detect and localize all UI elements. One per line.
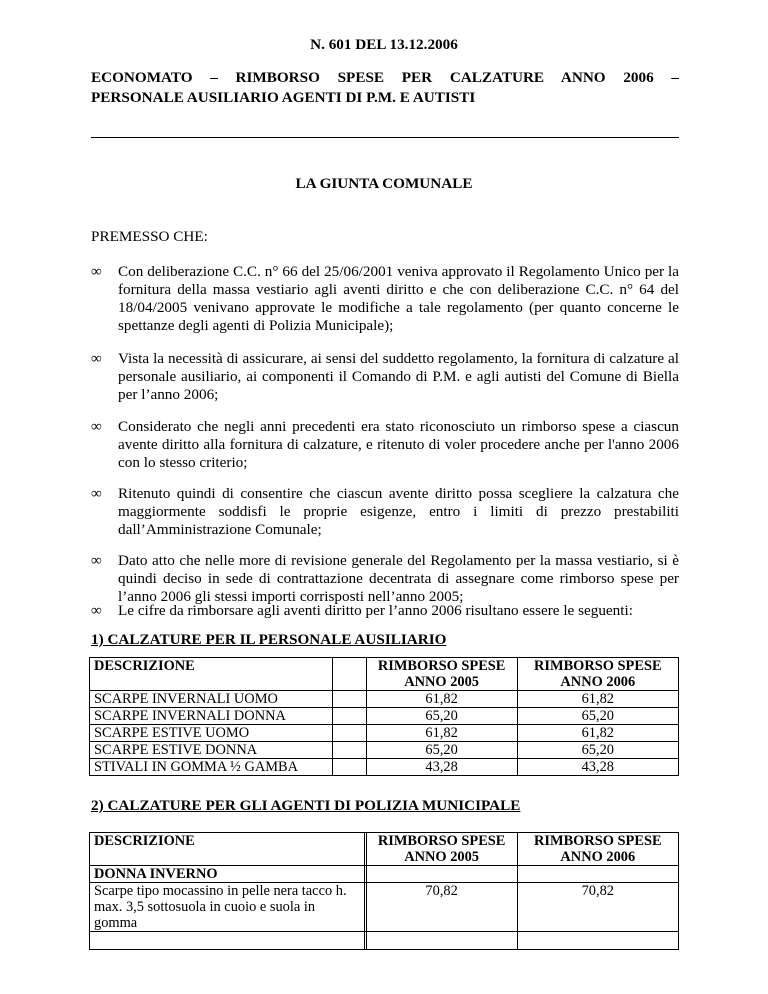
bullet-icon: ∞	[91, 418, 102, 435]
bullet-text: Considerato che negli anni precedenti era stato riconosciuto un rimborso spese a ciascun avente diritto alla fornitura di calzature, e ritenuto di voler procedere anche per l'anno 2006 con lo stesso criterio;	[118, 418, 679, 471]
empty-cell	[517, 866, 678, 883]
empty-cell	[517, 932, 678, 950]
row-2005: 65,20	[366, 742, 517, 759]
section-1-title: 1) CALZATURE PER IL PERSONALE AUSILIARIO	[91, 631, 447, 648]
premesso-heading: PREMESSO CHE:	[91, 228, 208, 245]
table-row	[90, 932, 679, 950]
row-desc: SCARPE ESTIVE DONNA	[90, 742, 333, 759]
bullet-item	[91, 485, 679, 539]
empty-cell	[366, 866, 517, 883]
giunta-heading: LA GIUNTA COMUNALE	[295, 175, 473, 192]
bullet-item	[91, 350, 679, 404]
subject-line-2: PERSONALE AUSILIARIO AGENTI DI P.M. E AUTISTI	[91, 89, 476, 106]
table-header-row	[90, 833, 679, 850]
col-header-2005: RIMBORSO SPESE	[366, 833, 517, 850]
document-number: N. 601 DEL 13.12.2006	[310, 36, 458, 53]
row-desc: Scarpe tipo mocassino in pelle nera tacco h. max. 3,5 sottosuola in cuoio e suola in gomma	[90, 883, 365, 932]
bullet-text: Le cifre da rimborsare agli aventi diritto per l’anno 2006 risultano essere le seguenti:	[118, 602, 633, 619]
col-header-2005-year: ANNO 2005	[366, 674, 517, 691]
table-personale-ausiliario	[89, 657, 679, 776]
col-header-descrizione: DESCRIZIONE	[90, 658, 333, 691]
row-2005: 61,82	[366, 725, 517, 742]
subject-heading	[91, 68, 679, 108]
row-desc: SCARPE INVERNALI DONNA	[90, 708, 333, 725]
section-2-title: 2) CALZATURE PER GLI AGENTI DI POLIZIA MUNICIPALE	[91, 797, 521, 814]
empty-cell	[90, 932, 365, 950]
bullet-icon: ∞	[91, 263, 102, 280]
row-desc: SCARPE INVERNALI UOMO	[90, 691, 333, 708]
table-row	[90, 691, 679, 708]
row-2005: 61,82	[366, 691, 517, 708]
table-row	[90, 708, 679, 725]
table-header-row	[90, 658, 679, 675]
bullet-text: Vista la necessità di assicurare, ai sensi del suddetto regolamento, la fornitura di calzature al personale ausiliario, ai componenti il Comando di P.M. e agli autisti del Comune di Biella per l’anno 2006;	[118, 350, 679, 403]
row-2006: 65,20	[517, 708, 678, 725]
col-header-2006: RIMBORSO SPESE	[517, 833, 678, 850]
col-header-2006: RIMBORSO SPESE	[517, 658, 678, 675]
row-2006: 65,20	[517, 742, 678, 759]
table-row	[90, 883, 679, 932]
row-2005: 43,28	[366, 759, 517, 776]
table-row	[90, 759, 679, 776]
spacer-cell	[333, 708, 367, 725]
subject-line-1: ECONOMATO – RIMBORSO SPESE PER CALZATURE ANNO 2006 –	[91, 69, 679, 86]
bullet-item	[91, 552, 679, 606]
table-row	[90, 725, 679, 742]
row-2005: 65,20	[366, 708, 517, 725]
spacer-cell	[333, 759, 367, 776]
spacer-cell	[333, 658, 367, 691]
bullet-icon: ∞	[91, 602, 102, 619]
bullet-icon: ∞	[91, 552, 102, 569]
bullet-item	[91, 602, 679, 620]
table-group-row	[90, 866, 679, 883]
row-2005: 70,82	[366, 883, 517, 932]
bullet-text: Dato atto che nelle more di revisione generale del Regolamento per la massa vestiario, si è quindi deciso in sede di contrattazione decentrata di assegnare come rimborso spese per l’anno 2006 gli stessi importi corrisposti nell’anno 2005;	[118, 552, 679, 605]
bullet-item	[91, 418, 679, 472]
bullet-icon: ∞	[91, 485, 102, 502]
empty-cell	[366, 932, 517, 950]
bullet-item	[91, 263, 679, 335]
row-2006: 61,82	[517, 691, 678, 708]
bullet-text: Con deliberazione C.C. n° 66 del 25/06/2001 veniva approvato il Regolamento Unico per la fornitura della massa vestiario agli aventi diritto e che con deliberazione C.C. n° 64 del 18/04/2005 venivano approvate le modifiche a tale regolamento (per quanto concerne le spettanze degli agenti di Polizia Municipale);	[118, 263, 679, 334]
header-divider	[91, 137, 679, 138]
group-label: DONNA INVERNO	[90, 866, 365, 883]
row-2006: 61,82	[517, 725, 678, 742]
col-header-descrizione: DESCRIZIONE	[90, 833, 365, 866]
col-header-2005-year: ANNO 2005	[366, 849, 517, 866]
row-2006: 70,82	[517, 883, 678, 932]
row-desc: SCARPE ESTIVE UOMO	[90, 725, 333, 742]
row-2006: 43,28	[517, 759, 678, 776]
table-row	[90, 742, 679, 759]
spacer-cell	[333, 742, 367, 759]
table-agenti-polizia	[89, 832, 679, 950]
col-header-2006-year: ANNO 2006	[517, 849, 678, 866]
spacer-cell	[333, 725, 367, 742]
bullet-icon: ∞	[91, 350, 102, 367]
bullet-text: Ritenuto quindi di consentire che ciascun avente diritto possa scegliere la calzatura che maggiormente soddisfi le proprie esigenze, entro i limiti di prezzo prestabiliti dall’Amministrazione Comunale;	[118, 485, 679, 538]
col-header-2006-year: ANNO 2006	[517, 674, 678, 691]
col-header-2005: RIMBORSO SPESE	[366, 658, 517, 675]
spacer-cell	[333, 691, 367, 708]
row-desc: STIVALI IN GOMMA ½ GAMBA	[90, 759, 333, 776]
